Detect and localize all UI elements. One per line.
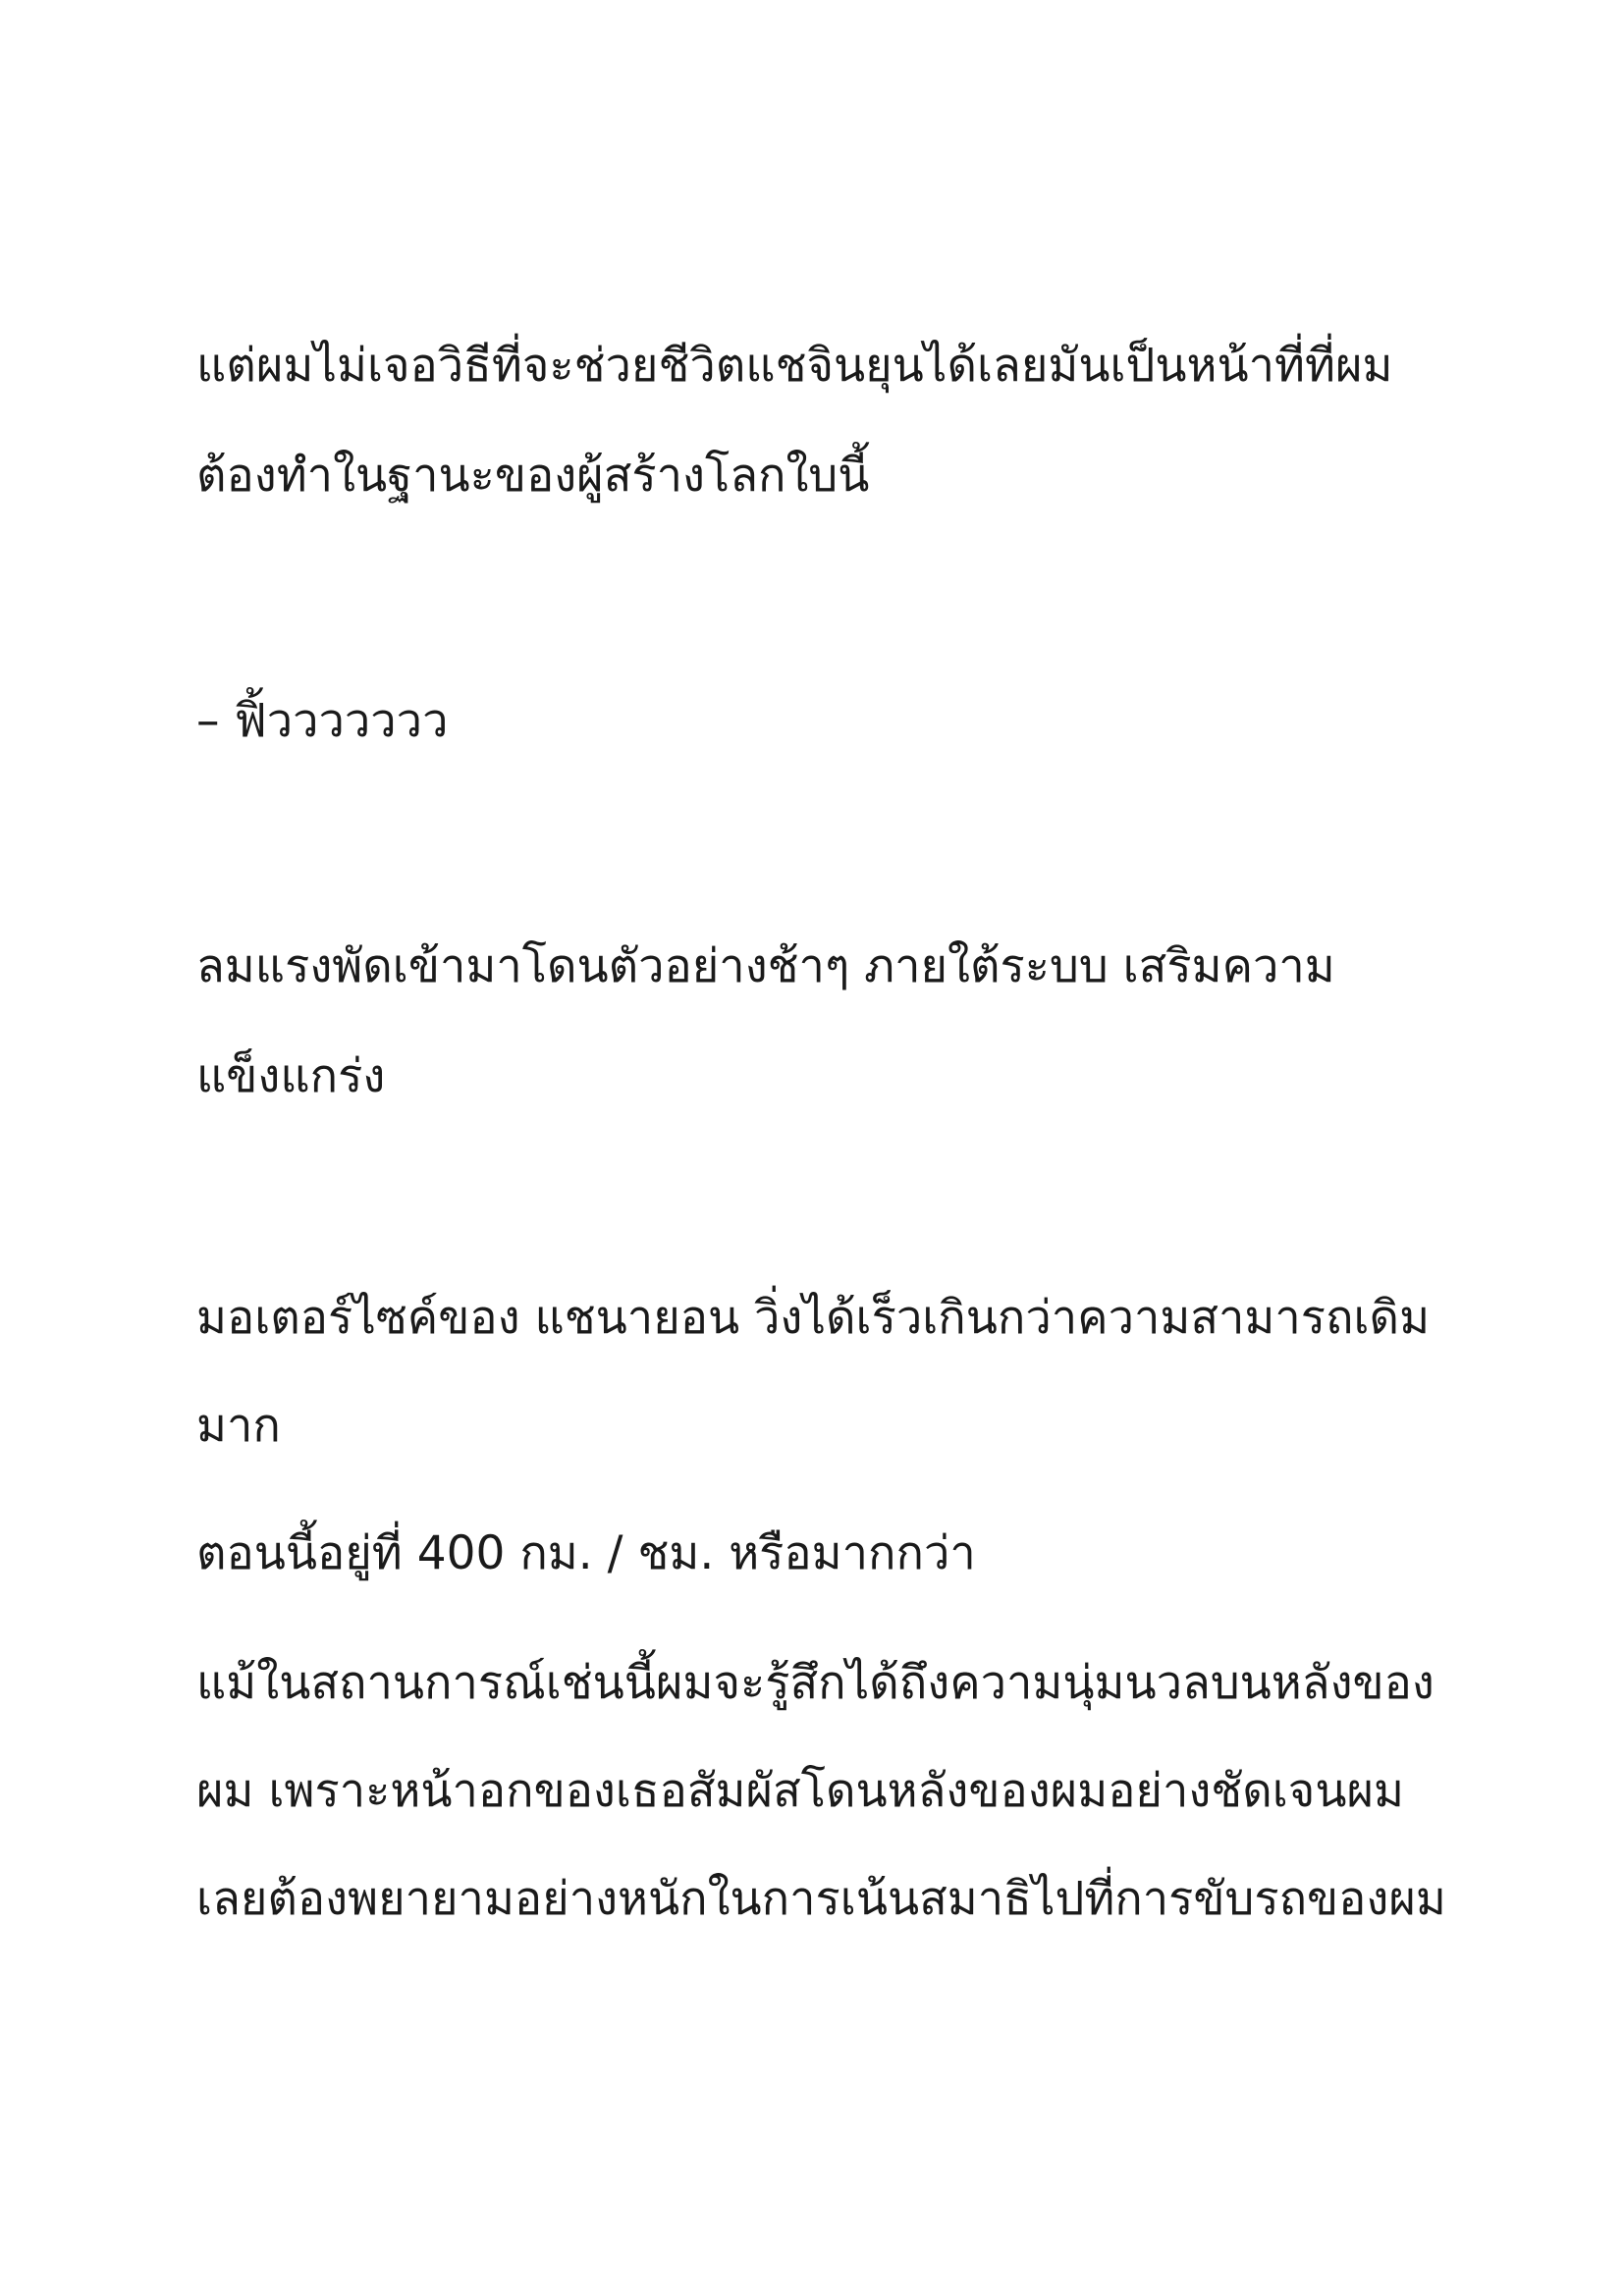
text-line: เลยต้องพยายามอย่างหนักในการเน้นสมาธิไปที่การขับรถของผม [196,1872,1446,1926]
text-line: ผม เพราะหน้าอกของเธอสัมผัสโดนหลังของผมอย่างชัดเจนผม [196,1764,1404,1818]
text-line: ลมแรงพัดเข้ามาโดนตัวอย่างช้าๆ ภายใต้ระบบ เสริมความ [196,939,1335,993]
text-line: แม้ในสถานการณ์เช่นนี้ผมจะรู้สึกได้ถึงความนุ่มนวลบนหลังของ [196,1656,1435,1710]
text-line: ตอนนี้อยู่ที่ 400 กม. / ชม. หรือมากกว่า [196,1526,976,1580]
text-line: มอเตอร์ไซค์ของ แชนายอน วิ่งได้เร็วเกินกว่าความสามารถเดิม [196,1291,1431,1345]
text-line: – ฟิ้ววววววว [196,694,449,748]
text-line: แต่ผมไม่เจอวิธีที่จะช่วยชีวิตแชจินยุนได้เลยมันเป็นหน้าที่ที่ผม [196,339,1393,393]
text-line: แข็งแกร่ง [196,1049,386,1103]
text-line: มาก [196,1399,281,1453]
text-line: ต้องทำในฐานะของผู้สร้างโลกใบนี้ [196,449,870,503]
